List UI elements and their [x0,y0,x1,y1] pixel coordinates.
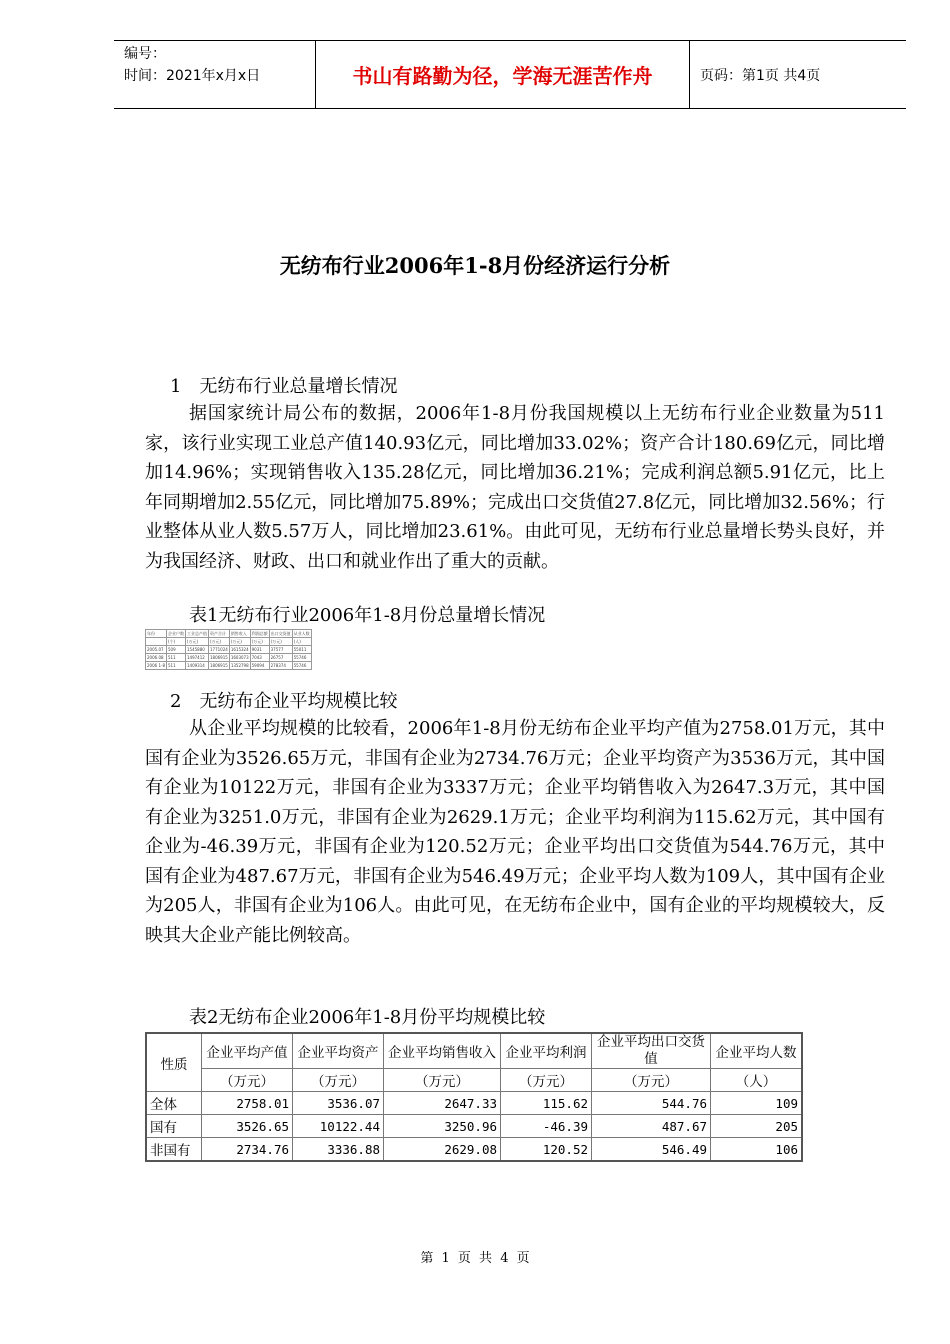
section2-heading: 2 无纺布企业平均规模比较 [170,691,398,712]
section1-paragraph: 据国家统计局公布的数据，2006年1-8月份我国规模以上无纺布行业企业数量为511家，该行业实现工业总产值140.93亿元，同比增加33.02%；资产合计180.69亿元，同比增加14.96%；实现销售收入135.28亿元，同比增加36.21%；完成利润总额5.91亿元，比上年同期增加2.55亿元，同比增加75.89%；完成出口交货值27.8亿元，同比增加32.56%；行业整体从业人数5.57万人，同比增加23.61%。由此可见，无纺布行业总量增长势头良好，并为我国经济、财政、出口和就业作出了重大的贡献。 [145,403,885,572]
table2-cell: 115.62 [501,1092,592,1115]
table2-cell: 544.76 [592,1092,711,1115]
table1-cell: 278374 [269,662,292,670]
table1-unit-cell: (万元) [185,638,208,646]
table2-row-label: 国有 [146,1115,202,1138]
table2-cell: -46.39 [501,1115,592,1138]
table1-cell: 7043 [250,654,269,662]
header-motto: 书山有路勤为径，学海无涯苦作舟 [316,41,690,108]
table1-row [146,654,312,662]
table1-unit-row [146,638,312,646]
time-label: 时间：2021年x月x日 [124,68,261,84]
table2-header-cell: 企业平均利润 [501,1033,592,1069]
table1-header-cell: 年份 [146,630,167,638]
table2-row [146,1115,802,1138]
table1-unit-cell: (人) [292,638,311,646]
table1-header-cell: 利润总额 [251,630,268,636]
header-meta [114,41,316,108]
table1-cell: 1615324 [230,647,249,652]
table1-header-cell: 出口交货值 [270,630,291,636]
table1-cell: 1806915 [209,663,228,668]
table1-header-cell: 销售收入 [229,630,250,638]
table1-cell: 37577 [269,646,292,654]
table2-row [146,1092,802,1115]
table1-cell: 509 [166,646,185,654]
table1-cell: 2005.07 [146,646,167,654]
table2-caption: 表2无纺布企业2006年1-8月份平均规模比较 [189,1007,546,1028]
table1-cell: 55011 [292,646,311,654]
table2-cell: 546.49 [592,1138,711,1162]
table1-row [146,662,312,670]
table2-row-label: 非国有 [146,1138,202,1162]
table1-cell: 59094 [250,662,269,670]
document-title: 无纺布行业2006年1-8月份经济运行分析 [279,253,671,278]
table2-unit-cell: （万元） [501,1069,592,1092]
table2-cell: 2647.33 [384,1092,501,1115]
table2-cell: 109 [711,1092,803,1115]
table1-summary [145,629,312,670]
table2-cell: 120.52 [501,1138,592,1162]
section2-paragraph: 从企业平均规模的比较看，2006年1-8月份无纺布企业平均产值为2758.01万元，其中国有企业为3526.65万元，非国有企业为2734.76万元；企业平均资产为3536万元，其中国有企业为10122万元，非国有企业为3337万元；企业平均销售收入为2647.3万元，其中国有企业为3251.0万元，非国有企业为2629.1万元；企业平均利润为115.62万元，其中国有企业为-46.39万元，非国有企业为120.52万元；企业平均出口交货值为544.76万元，其中国有企业为487.67万元，非国有企业为546.49万元；企业平均人数为109人，其中国有企业为205人，非国有企业为106人。由此可见，在无纺布企业中，国有企业的平均规模较大，反映其大企业产能比例较高。 [145,718,885,946]
table2-average-scale [145,1032,803,1162]
table2-header-cell: 性质 [146,1033,202,1092]
table2-cell: 3526.65 [202,1115,293,1138]
table2-unit-cell: （万元） [202,1069,293,1092]
table2-cell: 2734.76 [202,1138,293,1162]
table1-unit-cell [146,638,167,646]
table2-header-cell: 企业平均出口交货值 [592,1033,711,1069]
table1-cell: 1497412 [185,654,208,662]
table2-unit-cell: （万元） [293,1069,384,1092]
table2-row [146,1138,802,1162]
table1-header-row [146,630,312,638]
table1-cell: 1806915 [209,655,228,660]
table1-unit-cell: (万元) [250,638,269,646]
table2-header-cell: 企业平均产值 [202,1033,293,1069]
table1-cell: 1409314 [185,662,208,670]
table2-header-row [146,1033,802,1069]
table1-unit-cell: (万元) [229,638,250,646]
table1-cell: 9031 [250,646,269,654]
header-page-info: 页码：第1页 共4页 [700,67,821,84]
table1-header-cell: 企业户数 [167,630,184,636]
table2-header-cell: 企业平均人数 [711,1033,803,1069]
table2-header-cell: 企业平均资产 [293,1033,384,1069]
table1-unit-cell: (万元) [208,638,229,646]
page-header [114,40,906,109]
page-footer: 第 1 页 共 4 页 [420,1251,530,1266]
table1-header-cell: 从业人数 [293,630,310,636]
table1-cell: 1545880 [185,646,208,654]
table2-cell: 10122.44 [293,1115,384,1138]
table2-cell: 3336.88 [293,1138,384,1162]
table2-cell: 106 [711,1138,803,1162]
table1-cell: 2006 1-8 [147,663,165,668]
table2-cell: 3536.07 [293,1092,384,1115]
table2-cell: 3250.96 [384,1115,501,1138]
table1-cell: 1603073 [230,655,249,660]
table2-unit-row [146,1069,802,1092]
table2-cell: 2758.01 [202,1092,293,1115]
table1-cell: 2006.08 [146,654,167,662]
table1-cell: 26757 [269,654,292,662]
section1-heading: 1 无纺布行业总量增长情况 [170,376,398,397]
table1-cell: 1771024 [209,647,228,652]
table2-header-cell: 企业平均销售收入 [384,1033,501,1069]
table2-unit-cell: （万元） [592,1069,711,1092]
table1-unit-cell: (个) [166,638,185,646]
table2-cell: 2629.08 [384,1138,501,1162]
table1-cell: 511 [166,654,185,662]
table1-header-cell: 资产合计 [208,630,229,638]
table1-cell: 511 [166,662,185,670]
table2-cell: 487.67 [592,1115,711,1138]
table1-cell: 55746 [292,654,311,662]
number-label: 编号： [124,46,166,62]
table1-caption: 表1无纺布行业2006年1-8月份总量增长情况 [189,605,546,626]
table1-row [146,646,312,654]
table2-unit-cell: （万元） [384,1069,501,1092]
table1-header-cell: 工业总产值 [186,630,207,636]
table1-unit-cell: (万元) [269,638,292,646]
table1-cell: 55746 [292,662,311,670]
table1-cell: 1352798 [230,663,249,668]
table2-unit-cell: （人） [711,1069,803,1092]
table2-row-label: 全体 [146,1092,202,1115]
table2-cell: 205 [711,1115,803,1138]
